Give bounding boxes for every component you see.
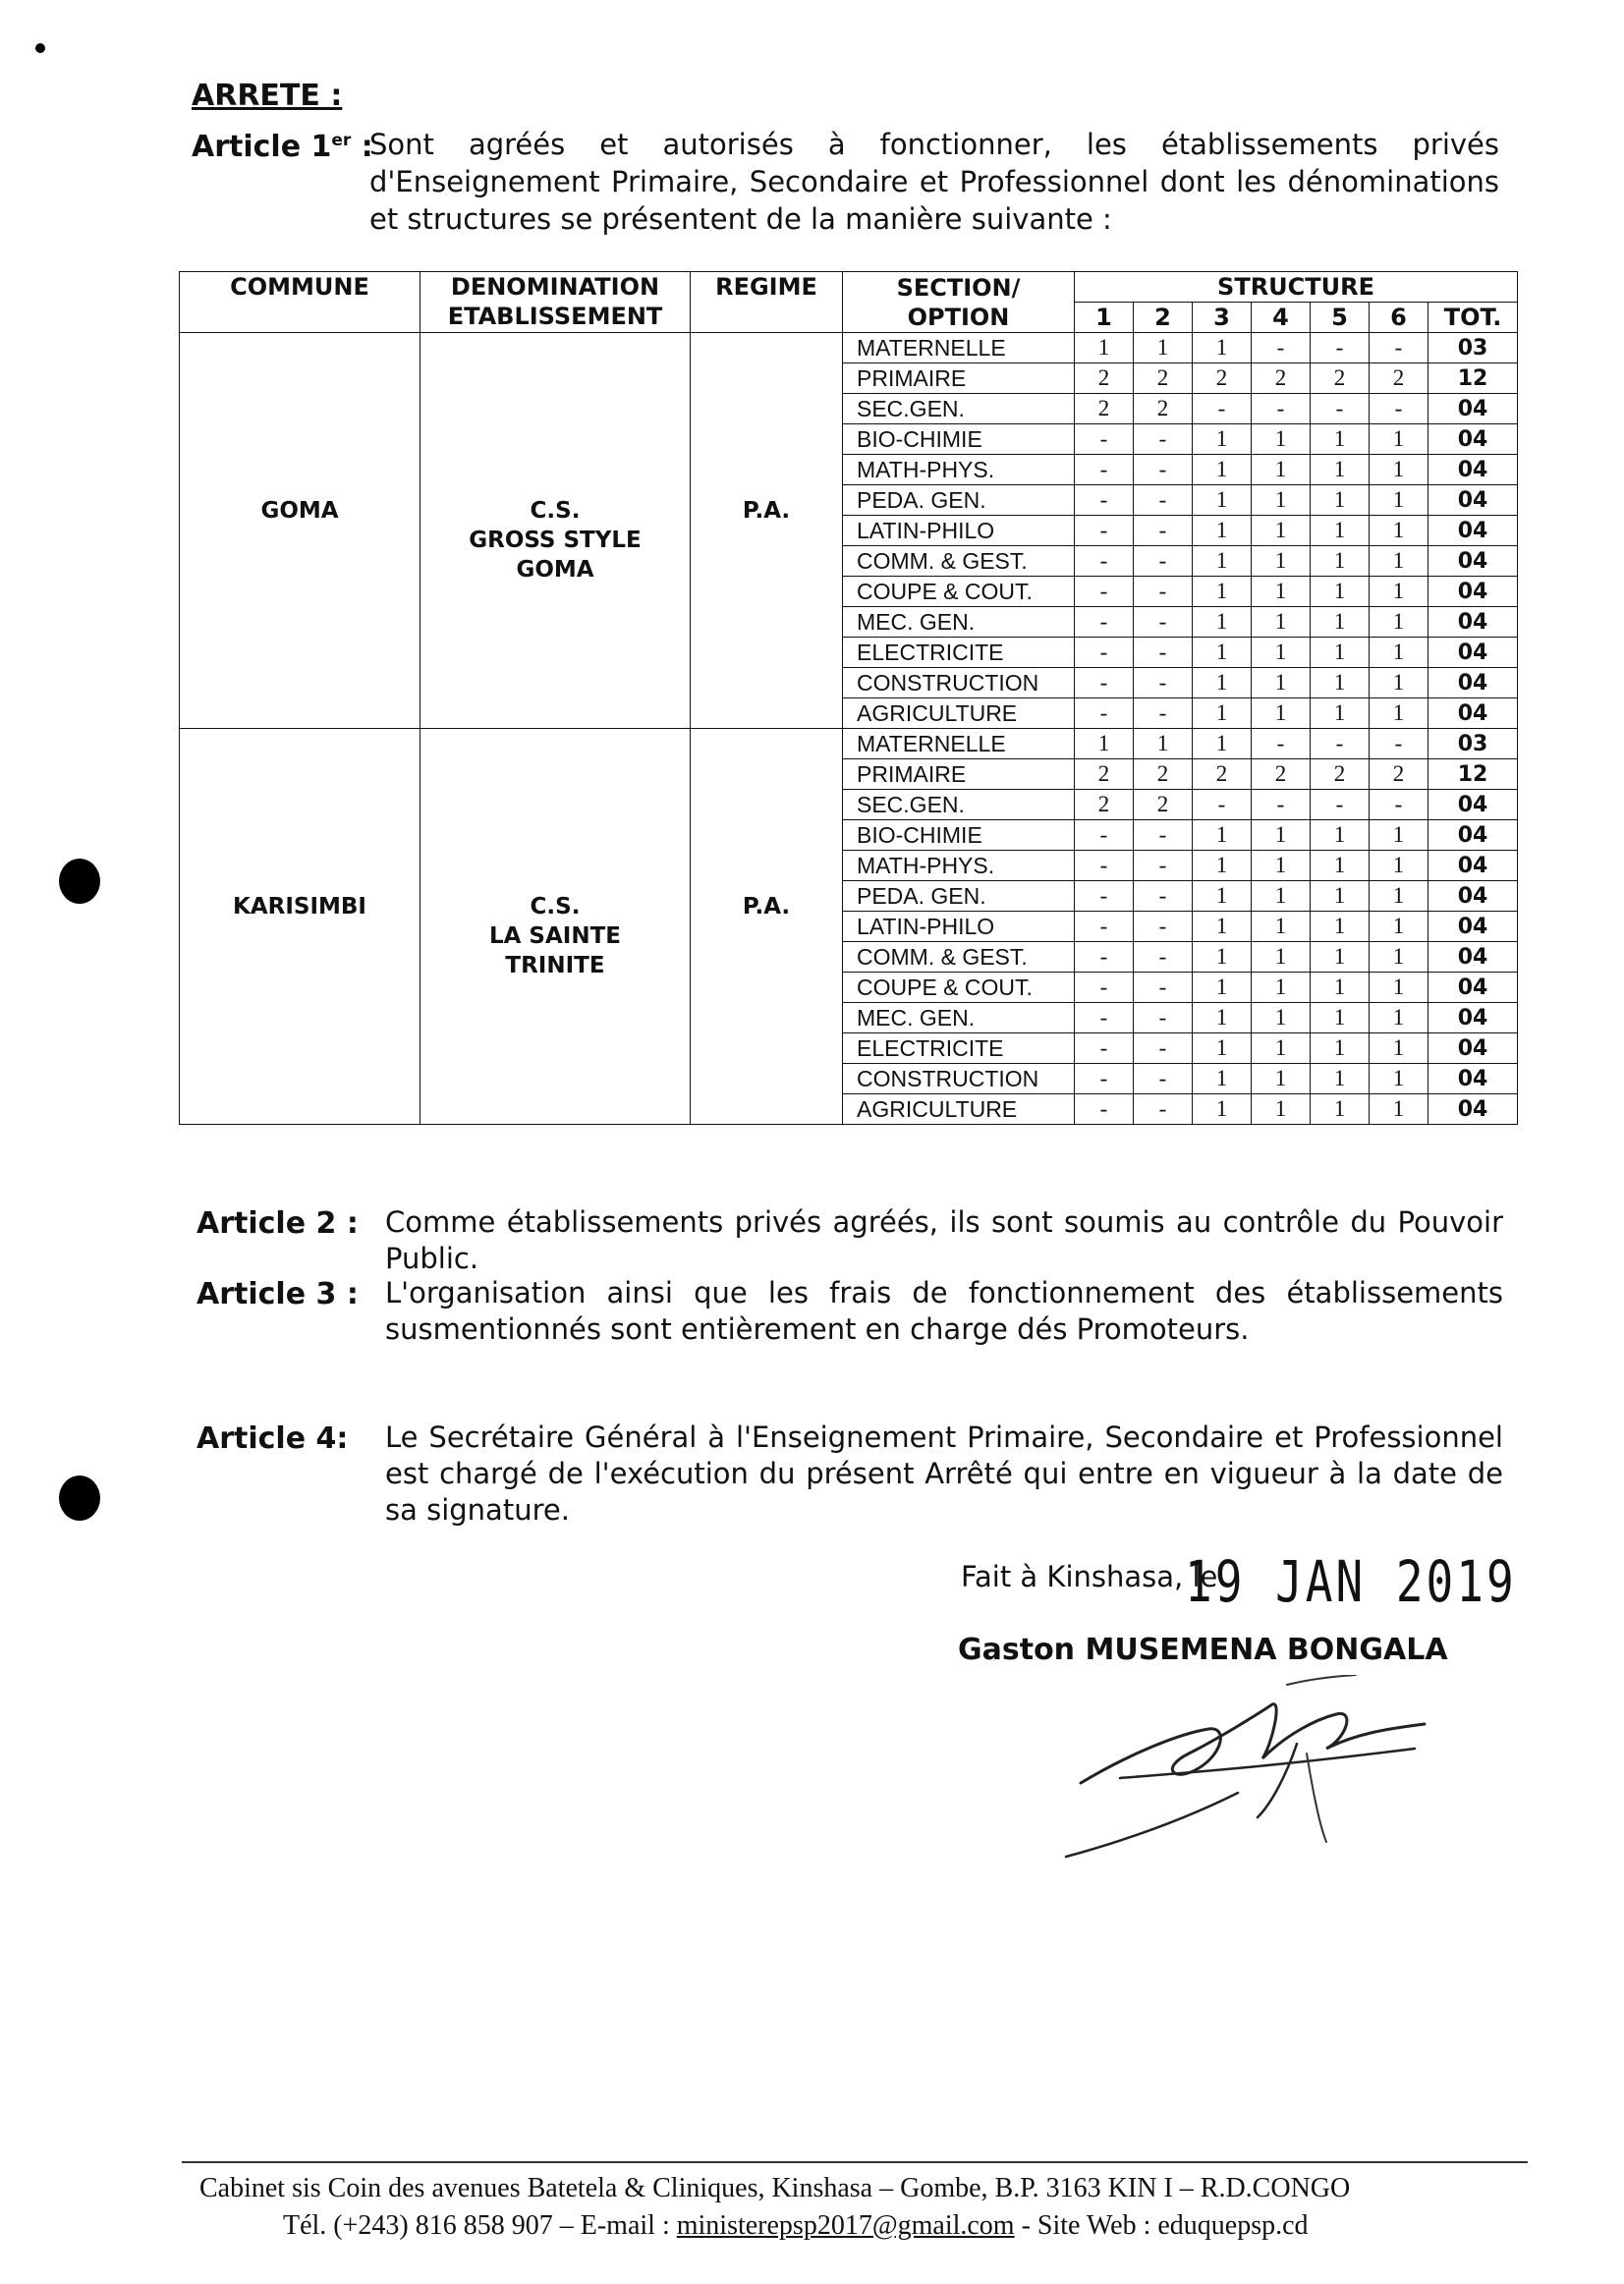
article-1-text: Sont agréés et autorisés à fonctionner, les établissements privés d'Enseignement Primaire, Secondaire et Professionnel dont les dénominations et structures se présentent de la manière suivante : — [369, 128, 1499, 236]
year-3-cell: 1 — [1193, 485, 1252, 516]
denomination-line: C.S. — [530, 894, 581, 919]
total-cell: 04 — [1428, 577, 1518, 607]
year-6-cell: 1 — [1370, 577, 1428, 607]
year-5-cell: 1 — [1311, 485, 1370, 516]
year-4-cell: 1 — [1252, 912, 1311, 942]
year-3-cell: 2 — [1193, 759, 1252, 790]
year-6-cell: 1 — [1370, 942, 1428, 973]
section-option-cell: MATERNELLE — [843, 333, 1075, 363]
year-2-cell: - — [1134, 851, 1193, 881]
section-option-cell: CONSTRUCTION — [843, 1064, 1075, 1094]
total-cell: 04 — [1428, 1064, 1518, 1094]
year-3-cell: 1 — [1193, 516, 1252, 546]
total-cell: 04 — [1428, 1033, 1518, 1064]
year-4-cell: - — [1252, 394, 1311, 424]
year-5-cell: - — [1311, 729, 1370, 759]
year-5-cell: - — [1311, 394, 1370, 424]
section-option-cell: SEC.GEN. — [843, 394, 1075, 424]
regime-value: P.A. — [742, 894, 791, 919]
header-year-5: 5 — [1311, 303, 1370, 333]
section-option-cell: COUPE & COUT. — [843, 577, 1075, 607]
year-5-cell: 1 — [1311, 820, 1370, 851]
commune-name: GOMA — [260, 498, 339, 524]
total-cell: 04 — [1428, 546, 1518, 577]
year-5-cell: 1 — [1311, 881, 1370, 912]
total-cell: 04 — [1428, 820, 1518, 851]
year-2-cell: - — [1134, 455, 1193, 485]
year-4-cell: 1 — [1252, 942, 1311, 973]
year-6-cell: 1 — [1370, 1003, 1428, 1033]
year-5-cell: 1 — [1311, 668, 1370, 698]
date-stamp: 19 JAN 2019 — [1185, 1548, 1517, 1615]
section-option-cell: MATERNELLE — [843, 729, 1075, 759]
total-cell: 04 — [1428, 973, 1518, 1003]
header-structure: STRUCTURE — [1075, 272, 1518, 303]
year-4-cell: 1 — [1252, 973, 1311, 1003]
year-1-cell: - — [1075, 516, 1134, 546]
header-section-line1: SECTION/ — [896, 273, 1021, 302]
year-4-cell: 2 — [1252, 363, 1311, 394]
year-1-cell: - — [1075, 912, 1134, 942]
denomination-line: GOMA — [516, 557, 594, 583]
year-6-cell: 1 — [1370, 698, 1428, 729]
year-4-cell: 1 — [1252, 485, 1311, 516]
year-3-cell: 1 — [1193, 698, 1252, 729]
year-2-cell: 2 — [1134, 759, 1193, 790]
year-1-cell: - — [1075, 1003, 1134, 1033]
year-4-cell: 1 — [1252, 516, 1311, 546]
denomination-cell — [420, 333, 691, 729]
year-1-cell: - — [1075, 424, 1134, 455]
year-5-cell: 1 — [1311, 698, 1370, 729]
year-4-cell: 1 — [1252, 577, 1311, 607]
year-1-cell: - — [1075, 820, 1134, 851]
year-5-cell: 1 — [1311, 546, 1370, 577]
year-4-cell: 1 — [1252, 881, 1311, 912]
year-2-cell: - — [1134, 424, 1193, 455]
year-6-cell: 1 — [1370, 1064, 1428, 1094]
year-3-cell: 1 — [1193, 973, 1252, 1003]
total-cell: 04 — [1428, 912, 1518, 942]
year-2-cell: - — [1134, 638, 1193, 668]
year-2-cell: 2 — [1134, 394, 1193, 424]
punch-hole — [59, 1476, 100, 1521]
article-2-text: Comme établissements privés agréés, ils sont soumis au contrôle du Pouvoir Public. — [385, 1205, 1503, 1275]
year-6-cell: 1 — [1370, 1094, 1428, 1125]
year-1-cell: - — [1075, 942, 1134, 973]
year-1-cell: - — [1075, 698, 1134, 729]
year-3-cell: 1 — [1193, 912, 1252, 942]
year-1-cell: - — [1075, 851, 1134, 881]
section-option-cell: MATH-PHYS. — [843, 851, 1075, 881]
footer-address: Cabinet sis Coin des avenues Batetela & Cliniques, Kinshasa – Gombe, B.P. 3163 KIN I – R.D.CONGO — [199, 2173, 1351, 2203]
year-1-cell: - — [1075, 638, 1134, 668]
year-6-cell: 2 — [1370, 363, 1428, 394]
year-4-cell: 1 — [1252, 1064, 1311, 1094]
year-2-cell: 1 — [1134, 729, 1193, 759]
header-year-2: 2 — [1134, 303, 1193, 333]
year-6-cell: - — [1370, 729, 1428, 759]
year-2-cell: - — [1134, 942, 1193, 973]
year-5-cell: 1 — [1311, 516, 1370, 546]
commune-cell — [180, 729, 420, 1125]
year-5-cell: 1 — [1311, 942, 1370, 973]
year-1-cell: - — [1075, 485, 1134, 516]
year-6-cell: 1 — [1370, 668, 1428, 698]
year-2-cell: - — [1134, 546, 1193, 577]
section-option-cell: COMM. & GEST. — [843, 942, 1075, 973]
year-2-cell: 2 — [1134, 790, 1193, 820]
year-5-cell: 1 — [1311, 638, 1370, 668]
year-3-cell: 1 — [1193, 851, 1252, 881]
header-section-line2: OPTION — [907, 303, 1010, 331]
year-2-cell: 1 — [1134, 333, 1193, 363]
year-1-cell: - — [1075, 546, 1134, 577]
year-1-cell: - — [1075, 577, 1134, 607]
year-1-cell: - — [1075, 1033, 1134, 1064]
year-6-cell: 2 — [1370, 759, 1428, 790]
year-1-cell: - — [1075, 455, 1134, 485]
section-option-cell: SEC.GEN. — [843, 790, 1075, 820]
header-year-3: 3 — [1193, 303, 1252, 333]
section-option-cell: CONSTRUCTION — [843, 668, 1075, 698]
year-6-cell: 1 — [1370, 485, 1428, 516]
footer-website: - Site Web : eduquepsp.cd — [1014, 2210, 1309, 2241]
year-1-cell: - — [1075, 607, 1134, 638]
section-option-cell: PEDA. GEN. — [843, 881, 1075, 912]
year-1-cell: 2 — [1075, 363, 1134, 394]
year-2-cell: - — [1134, 668, 1193, 698]
year-2-cell: - — [1134, 516, 1193, 546]
year-5-cell: 1 — [1311, 1003, 1370, 1033]
footer-divider — [182, 2161, 1528, 2163]
year-5-cell: 1 — [1311, 607, 1370, 638]
year-2-cell: - — [1134, 607, 1193, 638]
header-year-4: 4 — [1252, 303, 1311, 333]
denomination-line: LA SAINTE — [488, 923, 622, 949]
year-5-cell: 2 — [1311, 759, 1370, 790]
year-1-cell: 2 — [1075, 759, 1134, 790]
year-2-cell: - — [1134, 698, 1193, 729]
year-4-cell: - — [1252, 333, 1311, 363]
year-6-cell: - — [1370, 333, 1428, 363]
article-4-label: Article 4: — [196, 1421, 349, 1456]
total-cell: 04 — [1428, 942, 1518, 973]
article-3-label: Article 3 : — [196, 1277, 359, 1311]
denomination-line: GROSS STYLE — [469, 528, 642, 553]
year-6-cell: 1 — [1370, 973, 1428, 1003]
year-6-cell: 1 — [1370, 455, 1428, 485]
year-2-cell: - — [1134, 1064, 1193, 1094]
year-4-cell: 2 — [1252, 759, 1311, 790]
scan-mark — [35, 43, 45, 53]
place-text: Fait à Kinshasa, le — [961, 1560, 1218, 1593]
year-1-cell: - — [1075, 1064, 1134, 1094]
year-3-cell: 2 — [1193, 363, 1252, 394]
year-3-cell: 1 — [1193, 1033, 1252, 1064]
year-2-cell: - — [1134, 485, 1193, 516]
regime-cell — [691, 729, 843, 1125]
year-4-cell: 1 — [1252, 668, 1311, 698]
year-6-cell: 1 — [1370, 1033, 1428, 1064]
year-3-cell: 1 — [1193, 546, 1252, 577]
section-option-cell: AGRICULTURE — [843, 1094, 1075, 1125]
total-cell: 12 — [1428, 759, 1518, 790]
year-6-cell: 1 — [1370, 424, 1428, 455]
year-6-cell: 1 — [1370, 516, 1428, 546]
section-option-cell: AGRICULTURE — [843, 698, 1075, 729]
footer-email-link[interactable]: ministerepsp2017@gmail.com — [676, 2210, 1015, 2241]
year-6-cell: 1 — [1370, 881, 1428, 912]
year-4-cell: 1 — [1252, 638, 1311, 668]
total-cell: 04 — [1428, 455, 1518, 485]
year-2-cell: - — [1134, 1033, 1193, 1064]
year-6-cell: 1 — [1370, 851, 1428, 881]
header-denomination — [420, 272, 691, 333]
article-4-text: Le Secrétaire Général à l'Enseignement Primaire, Secondaire et Professionnel est chargé de l'exécution du présent Arrêté qui entre en vigueur à la date de sa signature. — [385, 1421, 1503, 1527]
header-commune: COMMUNE — [180, 272, 420, 333]
table-body — [180, 333, 1518, 1125]
total-cell: 03 — [1428, 729, 1518, 759]
year-3-cell: 1 — [1193, 729, 1252, 759]
year-2-cell: - — [1134, 973, 1193, 1003]
total-cell: 03 — [1428, 333, 1518, 363]
year-2-cell: - — [1134, 1003, 1193, 1033]
punch-hole — [59, 859, 100, 904]
decree-heading: ARRETE : — [192, 79, 343, 113]
year-4-cell: 1 — [1252, 1094, 1311, 1125]
footer-phone: Tél. (+243) 816 858 907 – E-mail : — [283, 2210, 677, 2241]
year-3-cell: 1 — [1193, 942, 1252, 973]
year-1-cell: - — [1075, 668, 1134, 698]
year-4-cell: 1 — [1252, 851, 1311, 881]
total-cell: 04 — [1428, 394, 1518, 424]
year-4-cell: 1 — [1252, 455, 1311, 485]
total-cell: 04 — [1428, 607, 1518, 638]
denomination-line: TRINITE — [505, 953, 605, 978]
year-3-cell: 1 — [1193, 607, 1252, 638]
year-3-cell: 1 — [1193, 668, 1252, 698]
year-3-cell: 1 — [1193, 1064, 1252, 1094]
year-6-cell: 1 — [1370, 638, 1428, 668]
year-4-cell: - — [1252, 729, 1311, 759]
total-cell: 04 — [1428, 516, 1518, 546]
year-1-cell: - — [1075, 881, 1134, 912]
year-3-cell: 1 — [1193, 1003, 1252, 1033]
year-3-cell: 1 — [1193, 1094, 1252, 1125]
section-option-cell: LATIN-PHILO — [843, 912, 1075, 942]
denomination-cell — [420, 729, 691, 1125]
year-5-cell: 1 — [1311, 1094, 1370, 1125]
year-3-cell: 1 — [1193, 455, 1252, 485]
total-cell: 04 — [1428, 1094, 1518, 1125]
year-5-cell: - — [1311, 790, 1370, 820]
section-option-cell: LATIN-PHILO — [843, 516, 1075, 546]
total-cell: 04 — [1428, 790, 1518, 820]
year-5-cell: 1 — [1311, 851, 1370, 881]
handwritten-signature — [1061, 1675, 1454, 1862]
year-3-cell: 1 — [1193, 333, 1252, 363]
commune-cell — [180, 333, 420, 729]
signer-name: Gaston MUSEMENA BONGALA — [958, 1633, 1448, 1667]
total-cell: 04 — [1428, 1003, 1518, 1033]
year-2-cell: - — [1134, 912, 1193, 942]
year-3-cell: 1 — [1193, 638, 1252, 668]
year-4-cell: 1 — [1252, 1033, 1311, 1064]
denomination-line: C.S. — [530, 498, 581, 524]
section-option-cell: ELECTRICITE — [843, 638, 1075, 668]
header-denomination-line2: ETABLISSEMENT — [447, 303, 663, 330]
year-5-cell: - — [1311, 333, 1370, 363]
year-2-cell: - — [1134, 820, 1193, 851]
year-5-cell: 1 — [1311, 424, 1370, 455]
total-cell: 04 — [1428, 424, 1518, 455]
year-1-cell: 2 — [1075, 790, 1134, 820]
year-1-cell: 1 — [1075, 729, 1134, 759]
header-section — [843, 272, 1075, 333]
year-4-cell: 1 — [1252, 607, 1311, 638]
article-1-label — [192, 130, 373, 164]
commune-name: KARISIMBI — [233, 894, 366, 919]
year-4-cell: 1 — [1252, 424, 1311, 455]
total-cell: 04 — [1428, 668, 1518, 698]
year-1-cell: - — [1075, 973, 1134, 1003]
year-3-cell: 1 — [1193, 424, 1252, 455]
section-option-cell: ELECTRICITE — [843, 1033, 1075, 1064]
year-6-cell: 1 — [1370, 546, 1428, 577]
year-3-cell: 1 — [1193, 881, 1252, 912]
section-option-cell: BIO-CHIMIE — [843, 424, 1075, 455]
year-4-cell: 1 — [1252, 698, 1311, 729]
total-cell: 12 — [1428, 363, 1518, 394]
header-year-6: 6 — [1370, 303, 1428, 333]
year-3-cell: 1 — [1193, 820, 1252, 851]
year-5-cell: 1 — [1311, 1033, 1370, 1064]
section-option-cell: MEC. GEN. — [843, 607, 1075, 638]
year-5-cell: 2 — [1311, 363, 1370, 394]
year-5-cell: 1 — [1311, 1064, 1370, 1094]
section-option-cell: PRIMAIRE — [843, 759, 1075, 790]
regime-value: P.A. — [742, 498, 791, 524]
header-year-1: 1 — [1075, 303, 1134, 333]
year-5-cell: 1 — [1311, 912, 1370, 942]
year-5-cell: 1 — [1311, 973, 1370, 1003]
total-cell: 04 — [1428, 485, 1518, 516]
section-option-cell: COUPE & COUT. — [843, 973, 1075, 1003]
year-4-cell: 1 — [1252, 820, 1311, 851]
year-4-cell: 1 — [1252, 546, 1311, 577]
year-6-cell: 1 — [1370, 820, 1428, 851]
year-4-cell: - — [1252, 790, 1311, 820]
year-5-cell: 1 — [1311, 577, 1370, 607]
year-6-cell: - — [1370, 394, 1428, 424]
article-1-label-main: Article 1 — [192, 130, 332, 164]
section-option-cell: PEDA. GEN. — [843, 485, 1075, 516]
year-3-cell: - — [1193, 394, 1252, 424]
year-2-cell: - — [1134, 577, 1193, 607]
article-2-label: Article 2 : — [196, 1206, 359, 1241]
header-regime: REGIME — [691, 272, 843, 333]
year-4-cell: 1 — [1252, 1003, 1311, 1033]
header-denomination-line1: DENOMINATION — [450, 273, 660, 301]
year-6-cell: 1 — [1370, 607, 1428, 638]
year-1-cell: 1 — [1075, 333, 1134, 363]
year-6-cell: 1 — [1370, 912, 1428, 942]
year-2-cell: 2 — [1134, 363, 1193, 394]
footer-contact — [283, 2210, 1309, 2242]
structure-table — [179, 271, 1518, 1125]
article-3-text: L'organisation ainsi que les frais de fonctionnement des établissements susmentionnés sont entièrement en charge dés Promoteurs. — [385, 1276, 1503, 1346]
total-cell: 04 — [1428, 638, 1518, 668]
total-cell: 04 — [1428, 851, 1518, 881]
table-row — [180, 333, 1518, 363]
header-total: TOT. — [1428, 303, 1518, 333]
section-option-cell: MEC. GEN. — [843, 1003, 1075, 1033]
year-3-cell: - — [1193, 790, 1252, 820]
section-option-cell: PRIMAIRE — [843, 363, 1075, 394]
section-option-cell: MATH-PHYS. — [843, 455, 1075, 485]
year-2-cell: - — [1134, 1094, 1193, 1125]
total-cell: 04 — [1428, 698, 1518, 729]
year-5-cell: 1 — [1311, 455, 1370, 485]
article-1-label-sup: er — [331, 131, 352, 150]
article-1-label-colon: : — [351, 130, 373, 164]
year-2-cell: - — [1134, 881, 1193, 912]
year-6-cell: - — [1370, 790, 1428, 820]
year-1-cell: 2 — [1075, 394, 1134, 424]
section-option-cell: COMM. & GEST. — [843, 546, 1075, 577]
regime-cell — [691, 333, 843, 729]
table-row — [180, 729, 1518, 759]
year-1-cell: - — [1075, 1094, 1134, 1125]
section-option-cell: BIO-CHIMIE — [843, 820, 1075, 851]
year-3-cell: 1 — [1193, 577, 1252, 607]
total-cell: 04 — [1428, 881, 1518, 912]
